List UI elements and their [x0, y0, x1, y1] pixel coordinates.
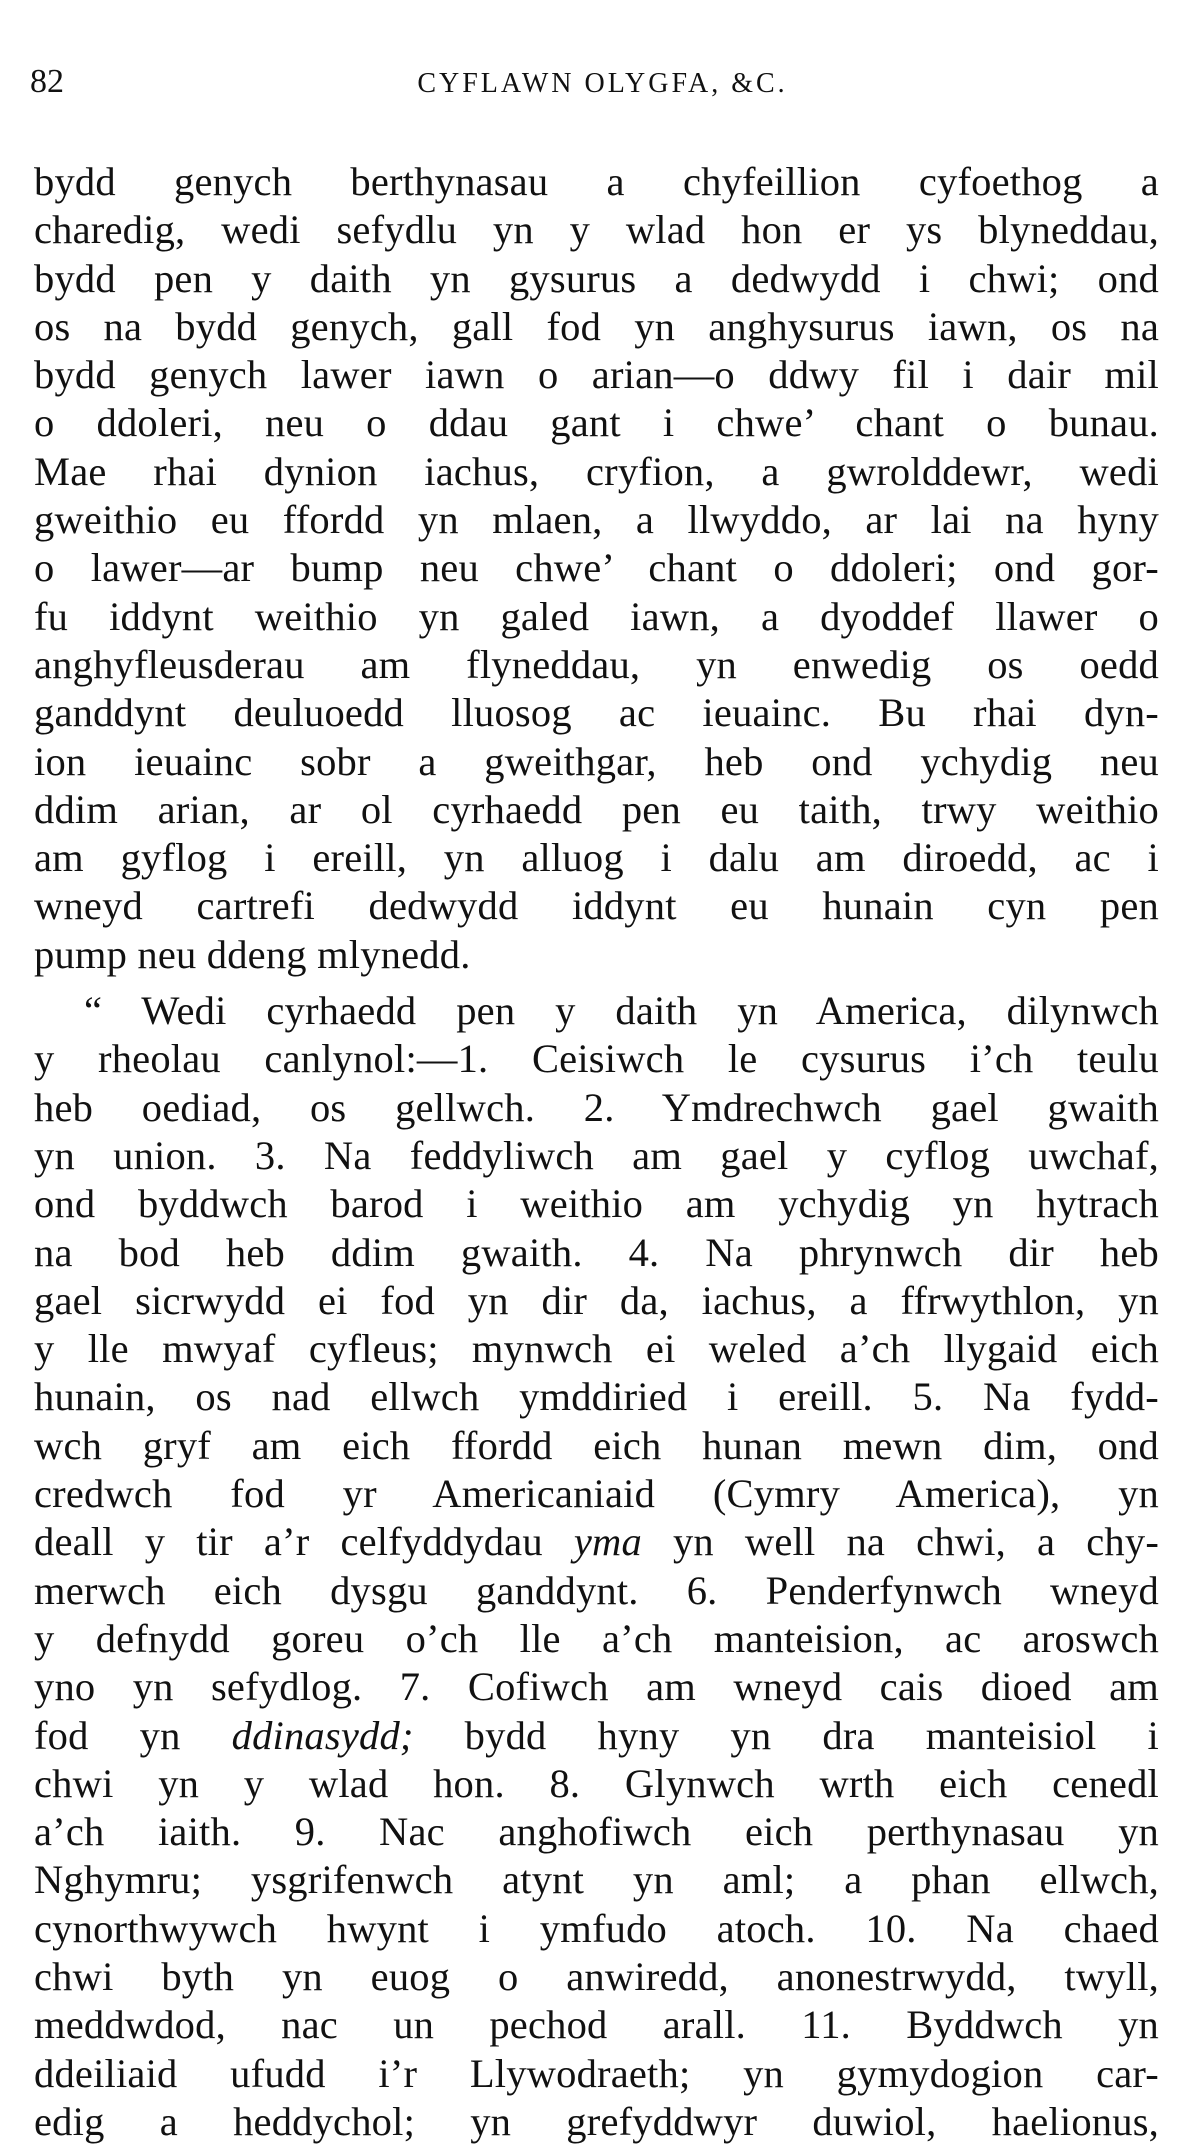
text-line: pump neu ddeng mlynedd.: [34, 931, 471, 977]
text-line: merwch eich dysgu ganddynt. 6. Penderfynwch wneyd: [34, 1567, 1159, 1613]
running-head: CYFLAWN OLYGFA, &C.: [417, 68, 788, 99]
text-line: hunain, os nad ellwch ymddiried i ereill. 5. Na fydd-: [34, 1374, 1159, 1420]
text-line: bydd genych berthynasau a chyfeillion cyfoethog a: [34, 159, 1159, 204]
text-line: bydd genych lawer iawn o arian—o ddwy fil i dair mil: [34, 352, 1159, 398]
paragraph-1: [34, 158, 1159, 979]
text-line: bydd pen y daith yn gysurus a dedwydd i chwi; ond: [34, 255, 1159, 301]
text-line: credwch fod yr Americaniaid (Cymry America), yn: [34, 1471, 1159, 1517]
text-line: chwi yn y wlad hon. 8. Glynwch wrth eich cenedl: [34, 1760, 1159, 1806]
paragraph-gap: [34, 979, 1159, 987]
paragraph-2: [34, 987, 1159, 2146]
text-line: wneyd cartrefi dedwydd iddynt eu hunain cyn pen: [34, 883, 1159, 929]
text-line: fu iddynt weithio yn galed iawn, a dyoddef llawer o: [34, 593, 1159, 639]
text-line: charedig, wedi sefydlu yn y wlad hon er ys blyneddau,: [34, 207, 1159, 253]
text-line: y defnydd goreu o’ch lle a’ch manteision, ac aroswch: [34, 1615, 1159, 1661]
page-header: [30, 62, 1155, 102]
text-line: ddim arian, ar ol cyrhaedd pen eu taith, trwy weithio: [34, 786, 1159, 832]
text-line: meddwdod, nac un pechod arall. 11. Byddwch yn: [34, 2002, 1159, 2048]
page-number: 82: [30, 63, 64, 100]
text-line: yno yn sefydlog. 7. Cofiwch am wneyd cais dioed am: [34, 1664, 1159, 1710]
text-line: heb oediad, os gellwch. 2. Ymdrechwch gael gwaith: [34, 1084, 1159, 1130]
text-line: Nghymru; ysgrifenwch atynt yn aml; a phan ellwch,: [34, 1857, 1159, 1903]
text-line: cynorthwywch hwynt i ymfudo atoch. 10. Na chaed: [34, 1905, 1159, 1951]
body-text: [34, 158, 1159, 2146]
text-line: ion ieuainc sobr a gweithgar, heb ond ychydig neu: [34, 738, 1159, 784]
text-line: na bod heb ddim gwaith. 4. Na phrynwch dir heb: [34, 1229, 1159, 1275]
text-line: Mae rhai dynion iachus, cryfion, a gwrolddewr, wedi: [34, 448, 1159, 494]
text-line: yn union. 3. Na feddyliwch am gael y cyflog uwchaf,: [34, 1132, 1159, 1178]
text-line: o lawer—ar bump neu chwe’ chant o ddoleri; ond gor-: [34, 545, 1159, 591]
text-line: gael sicrwydd ei fod yn dir da, iachus, a ffrwythlon, yn: [34, 1277, 1159, 1323]
text-line: ddeiliaid ufudd i’r Llywodraeth; yn gymydogion car-: [34, 2050, 1159, 2096]
text-line: “ Wedi cyrhaedd pen y daith yn America, dilynwch: [84, 988, 1159, 1034]
text-line: ond byddwch barod i weithio am ychydig yn hytrach: [34, 1181, 1159, 1227]
text-line: a’ch iaith. 9. Nac anghofiwch eich perthynasau yn: [34, 1809, 1159, 1855]
text-line: os na bydd genych, gall fod yn anghysurus iawn, os na: [34, 303, 1159, 349]
text-line: y lle mwyaf cyfleus; mynwch ei weled a’ch llygaid eich: [34, 1326, 1159, 1372]
italic-word: ddinasydd;: [231, 1712, 414, 1758]
text-line: edig a heddychol; yn grefyddwyr duwiol, haelionus,: [34, 2098, 1159, 2144]
italic-word: yma: [573, 1519, 642, 1565]
text-line: anghyfleusderau am flyneddau, yn enwedig os oedd: [34, 641, 1159, 687]
text-line: ganddynt deuluoedd lluosog ac ieuainc. Bu rhai dyn-: [34, 690, 1159, 736]
text-line: wch gryf am eich ffordd eich hunan mewn dim, ond: [34, 1422, 1159, 1468]
text-line: y rheolau canlynol:—1. Ceisiwch le cysurus i’ch teulu: [34, 1036, 1159, 1082]
text-line: am gyflog i ereill, yn alluog i dalu am diroedd, ac i: [34, 835, 1159, 881]
text-line: chwi byth yn euog o anwiredd, anonestrwydd, twyll,: [34, 1953, 1159, 1999]
text-line: deall y tir a’r celfyddydau yma yn well na chwi, a chy-: [34, 1519, 1160, 1565]
text-line: fod yn ddinasydd; bydd hyny yn dra manteisiol i: [34, 1712, 1159, 1758]
text-line: o ddoleri, neu o ddau gant i chwe’ chant o bunau.: [34, 400, 1159, 446]
text-line: gweithio eu ffordd yn mlaen, a llwyddo, ar lai na hyny: [34, 497, 1159, 543]
